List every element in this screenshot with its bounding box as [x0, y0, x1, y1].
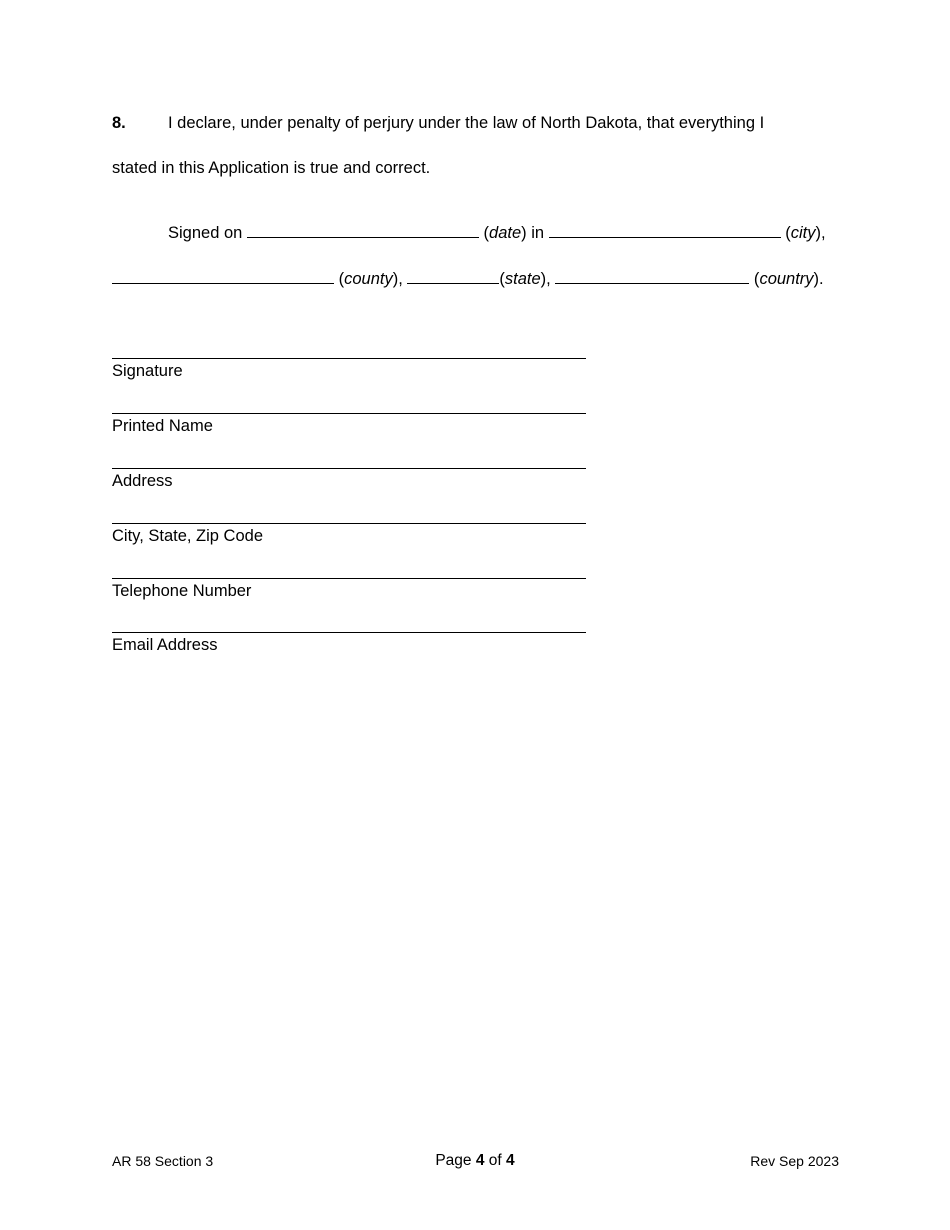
signed-on-line: Signed on (date) in (city),	[168, 224, 826, 242]
page-current: 4	[475, 1152, 485, 1169]
email-field	[112, 632, 586, 655]
page-of: of	[488, 1152, 502, 1169]
declaration-text-2: stated in this Application is true and correct.	[112, 159, 431, 177]
page-word: Page	[435, 1152, 472, 1169]
signature-line[interactable]	[112, 358, 586, 359]
country-blank[interactable]	[555, 269, 749, 284]
address-line[interactable]	[112, 468, 586, 469]
footer-revision: Rev Sep 2023	[750, 1153, 839, 1169]
in-text: in	[531, 224, 545, 242]
address-field	[112, 468, 586, 491]
item-number: 8.	[112, 114, 126, 132]
printed-name-line[interactable]	[112, 413, 586, 414]
signed-on-text: Signed on	[168, 224, 243, 242]
date-blank[interactable]	[247, 223, 479, 238]
city-state-zip-line[interactable]	[112, 523, 586, 524]
date-label: date	[489, 224, 522, 242]
telephone-field	[112, 578, 586, 601]
county-blank[interactable]	[112, 269, 334, 284]
city-state-zip-label: City, State, Zip Code	[112, 527, 264, 545]
declaration-line-2	[112, 159, 852, 178]
page-total: 4	[506, 1152, 515, 1169]
state-blank[interactable]	[407, 269, 499, 284]
signature-field	[112, 358, 586, 381]
address-label: Address	[112, 472, 173, 490]
telephone-label: Telephone Number	[112, 582, 252, 600]
printed-name-label: Printed Name	[112, 417, 213, 435]
declaration-line-1	[112, 114, 852, 133]
county-label: county	[344, 270, 393, 288]
signature-label: Signature	[112, 362, 183, 380]
city-blank[interactable]	[549, 223, 781, 238]
declaration-text-1: I declare, under penalty of perjury under the law of North Dakota, that everything I	[168, 114, 765, 132]
country-label: country	[759, 270, 814, 288]
state-label: state	[504, 270, 541, 288]
footer-form-id: AR 58 Section 3	[112, 1153, 214, 1169]
location-line: (county), (state), (country).	[112, 269, 852, 289]
telephone-line[interactable]	[112, 578, 586, 579]
city-label: city	[790, 224, 816, 242]
city-state-zip-field	[112, 523, 586, 546]
printed-name-field	[112, 413, 586, 436]
email-line[interactable]	[112, 632, 586, 633]
email-label: Email Address	[112, 636, 218, 654]
